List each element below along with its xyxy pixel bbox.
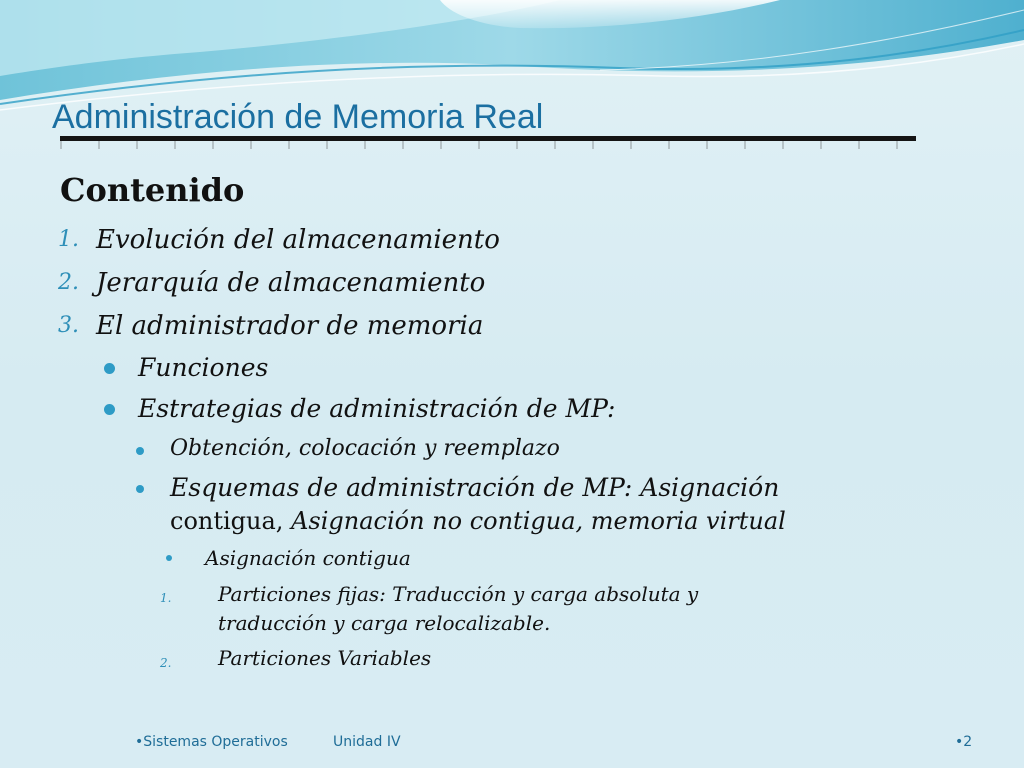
- list-item: Evolución del almacenamiento: [96, 225, 500, 255]
- footer-course: •Sistemas Operativos: [135, 734, 288, 750]
- item-number: 2.: [58, 270, 79, 295]
- level5-list-item-continuation: traducción y carga relocalizable.: [218, 611, 551, 635]
- footer-page-number: •2: [955, 734, 973, 750]
- level5-list-item: Particiones fijas: Traducción y carga absoluta y: [218, 582, 699, 606]
- bullet-icon: [104, 404, 115, 415]
- bullet-icon: [104, 363, 115, 374]
- item-number: 1.: [58, 227, 79, 252]
- slide-title: Administración de Memoria Real: [52, 98, 544, 136]
- item-number: 1.: [160, 591, 172, 605]
- bullet-icon: [136, 485, 144, 493]
- title-decorative-strip: [60, 141, 916, 149]
- item-number: 3.: [58, 313, 79, 338]
- continuation-rest: Asignación no contigua, memoria virtual: [283, 507, 786, 535]
- bullet-icon: [136, 447, 144, 455]
- sub-list-item: Estrategias de administración de MP:: [138, 394, 616, 423]
- content-heading: Contenido: [60, 171, 245, 209]
- list-item: Jerarquía de almacenamiento: [96, 268, 486, 298]
- item-number: 2.: [160, 656, 172, 670]
- sub-list-item: Funciones: [138, 353, 269, 382]
- sub-sub-list-item-continuation: [170, 505, 786, 537]
- footer-unit: Unidad IV: [333, 734, 401, 750]
- sub-sub-list-item: Obtención, colocación y reemplazo: [170, 436, 560, 461]
- sub-sub-list-item: Esquemas de administración de MP: Asignación: [170, 473, 780, 502]
- term-contigua: contigua,: [170, 507, 284, 535]
- level4-list-item: Asignación contigua: [205, 546, 411, 570]
- list-item: El administrador de memoria: [96, 311, 484, 341]
- level5-list-item: Particiones Variables: [218, 646, 432, 670]
- bullet-icon: [166, 555, 172, 561]
